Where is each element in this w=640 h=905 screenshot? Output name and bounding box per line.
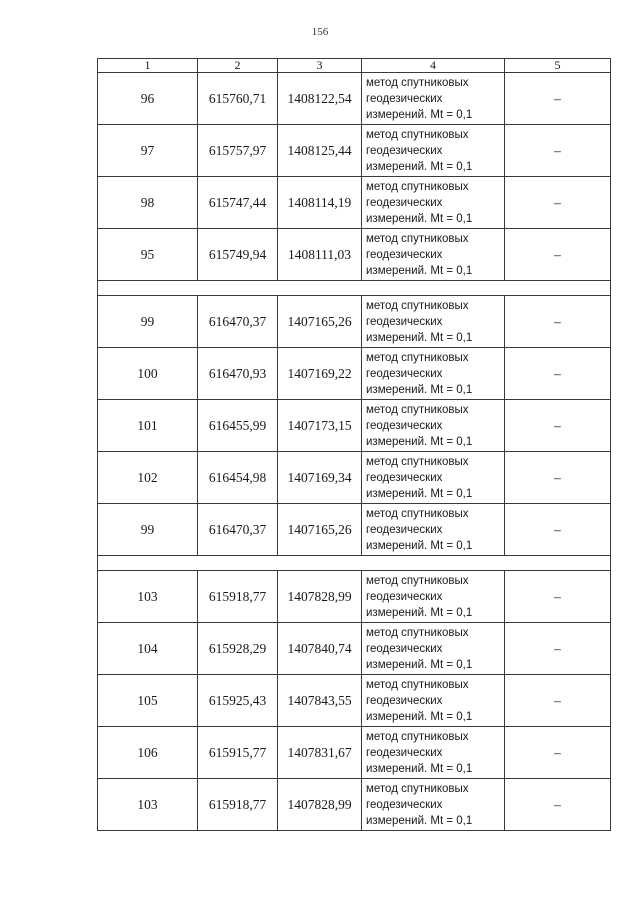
point-cell: 106	[98, 727, 198, 779]
method-cell	[362, 727, 505, 779]
table-row	[98, 675, 611, 727]
method-cell	[362, 125, 505, 177]
method-line: метод спутниковых	[366, 232, 469, 245]
y-coordinate-cell: 1407169,22	[278, 348, 362, 400]
y-coordinate-cell: 1407173,15	[278, 400, 362, 452]
x-coordinate-cell: 615747,44	[198, 177, 278, 229]
method-line: геодезических	[366, 642, 443, 655]
y-coordinate-cell: 1407828,99	[278, 571, 362, 623]
x-coordinate-cell: 615928,29	[198, 623, 278, 675]
point-cell: 99	[98, 504, 198, 556]
method-cell	[362, 177, 505, 229]
method-line: измерений. Mt = 0,1	[366, 383, 473, 396]
method-line: геодезических	[366, 419, 443, 432]
method-line: измерений. Mt = 0,1	[366, 539, 473, 552]
method-line: метод спутниковых	[366, 782, 469, 795]
point-cell: 100	[98, 348, 198, 400]
point-cell: 101	[98, 400, 198, 452]
x-coordinate-cell: 615760,71	[198, 73, 278, 125]
method-cell	[362, 779, 505, 831]
table-row	[98, 73, 611, 125]
x-coordinate-cell: 615757,97	[198, 125, 278, 177]
method-line: метод спутниковых	[366, 730, 469, 743]
x-coordinate-cell: 615749,94	[198, 229, 278, 281]
note-cell: –	[505, 571, 611, 623]
method-line: геодезических	[366, 248, 443, 261]
header-cell-5: 5	[505, 59, 611, 73]
point-cell: 103	[98, 571, 198, 623]
note-cell: –	[505, 452, 611, 504]
method-line: измерений. Mt = 0,1	[366, 658, 473, 671]
table-row	[98, 296, 611, 348]
group-separator-row	[98, 281, 611, 296]
point-cell: 99	[98, 296, 198, 348]
note-cell: –	[505, 727, 611, 779]
method-line: измерений. Mt = 0,1	[366, 606, 473, 619]
y-coordinate-cell: 1407840,74	[278, 623, 362, 675]
table-row	[98, 125, 611, 177]
method-line: измерений. Mt = 0,1	[366, 435, 473, 448]
method-line: геодезических	[366, 523, 443, 536]
method-line: геодезических	[366, 746, 443, 759]
method-cell	[362, 73, 505, 125]
x-coordinate-cell: 616454,98	[198, 452, 278, 504]
method-line: геодезических	[366, 590, 443, 603]
method-cell	[362, 400, 505, 452]
method-line: геодезических	[366, 315, 443, 328]
x-coordinate-cell: 616470,37	[198, 504, 278, 556]
method-line: измерений. Mt = 0,1	[366, 108, 473, 121]
method-cell	[362, 571, 505, 623]
method-line: метод спутниковых	[366, 76, 469, 89]
y-coordinate-cell: 1408125,44	[278, 125, 362, 177]
table-row	[98, 727, 611, 779]
note-cell: –	[505, 623, 611, 675]
y-coordinate-cell: 1407169,34	[278, 452, 362, 504]
method-cell	[362, 623, 505, 675]
method-cell	[362, 296, 505, 348]
y-coordinate-cell: 1407843,55	[278, 675, 362, 727]
table-row	[98, 348, 611, 400]
method-cell	[362, 504, 505, 556]
y-coordinate-cell: 1407165,26	[278, 296, 362, 348]
method-line: измерений. Mt = 0,1	[366, 264, 473, 277]
header-cell-2: 2	[198, 59, 278, 73]
method-line: метод спутниковых	[366, 403, 469, 416]
note-cell: –	[505, 296, 611, 348]
separator-cell	[98, 281, 611, 296]
table-row	[98, 177, 611, 229]
y-coordinate-cell: 1408114,19	[278, 177, 362, 229]
x-coordinate-cell: 616470,37	[198, 296, 278, 348]
x-coordinate-cell: 616470,93	[198, 348, 278, 400]
method-line: метод спутниковых	[366, 351, 469, 364]
note-cell: –	[505, 348, 611, 400]
y-coordinate-cell: 1407831,67	[278, 727, 362, 779]
point-cell: 98	[98, 177, 198, 229]
method-line: геодезических	[366, 144, 443, 157]
point-cell: 95	[98, 229, 198, 281]
note-cell: –	[505, 675, 611, 727]
x-coordinate-cell: 616455,99	[198, 400, 278, 452]
table-row	[98, 229, 611, 281]
point-cell: 105	[98, 675, 198, 727]
method-line: геодезических	[366, 92, 443, 105]
method-line: измерений. Mt = 0,1	[366, 160, 473, 173]
header-cell-4: 4	[362, 59, 505, 73]
y-coordinate-cell: 1407165,26	[278, 504, 362, 556]
method-line: метод спутниковых	[366, 678, 469, 691]
table-row	[98, 571, 611, 623]
method-line: метод спутниковых	[366, 128, 469, 141]
header-cell-1: 1	[98, 59, 198, 73]
method-cell	[362, 452, 505, 504]
method-line: метод спутниковых	[366, 574, 469, 587]
table-row	[98, 452, 611, 504]
method-line: метод спутниковых	[366, 180, 469, 193]
note-cell: –	[505, 504, 611, 556]
method-line: метод спутниковых	[366, 455, 469, 468]
method-line: геодезических	[366, 694, 443, 707]
method-line: измерений. Mt = 0,1	[366, 212, 473, 225]
header-row	[98, 59, 611, 73]
table-row	[98, 504, 611, 556]
note-cell: –	[505, 229, 611, 281]
note-cell: –	[505, 400, 611, 452]
method-line: измерений. Mt = 0,1	[366, 331, 473, 344]
page-number: 156	[311, 26, 329, 38]
method-line: измерений. Mt = 0,1	[366, 814, 473, 827]
method-line: измерений. Mt = 0,1	[366, 487, 473, 500]
x-coordinate-cell: 615925,43	[198, 675, 278, 727]
point-cell: 96	[98, 73, 198, 125]
y-coordinate-cell: 1407828,99	[278, 779, 362, 831]
note-cell: –	[505, 779, 611, 831]
method-line: геодезических	[366, 367, 443, 380]
method-line: геодезических	[366, 196, 443, 209]
method-cell	[362, 348, 505, 400]
method-line: геодезических	[366, 471, 443, 484]
method-cell	[362, 675, 505, 727]
method-line: геодезических	[366, 798, 443, 811]
table-row	[98, 623, 611, 675]
y-coordinate-cell: 1408122,54	[278, 73, 362, 125]
note-cell: –	[505, 125, 611, 177]
coordinates-table	[97, 58, 611, 831]
note-cell: –	[505, 177, 611, 229]
method-line: метод спутниковых	[366, 507, 469, 520]
point-cell: 103	[98, 779, 198, 831]
note-cell: –	[505, 73, 611, 125]
point-cell: 97	[98, 125, 198, 177]
table-row	[98, 779, 611, 831]
point-cell: 104	[98, 623, 198, 675]
coordinates-table-body	[98, 59, 611, 831]
y-coordinate-cell: 1408111,03	[278, 229, 362, 281]
point-cell: 102	[98, 452, 198, 504]
header-cell-3: 3	[278, 59, 362, 73]
method-line: измерений. Mt = 0,1	[366, 762, 473, 775]
method-line: измерений. Mt = 0,1	[366, 710, 473, 723]
method-line: метод спутниковых	[366, 626, 469, 639]
table-row	[98, 400, 611, 452]
method-cell	[362, 229, 505, 281]
group-separator-row	[98, 556, 611, 571]
separator-cell	[98, 556, 611, 571]
x-coordinate-cell: 615918,77	[198, 571, 278, 623]
method-line: метод спутниковых	[366, 299, 469, 312]
x-coordinate-cell: 615918,77	[198, 779, 278, 831]
x-coordinate-cell: 615915,77	[198, 727, 278, 779]
